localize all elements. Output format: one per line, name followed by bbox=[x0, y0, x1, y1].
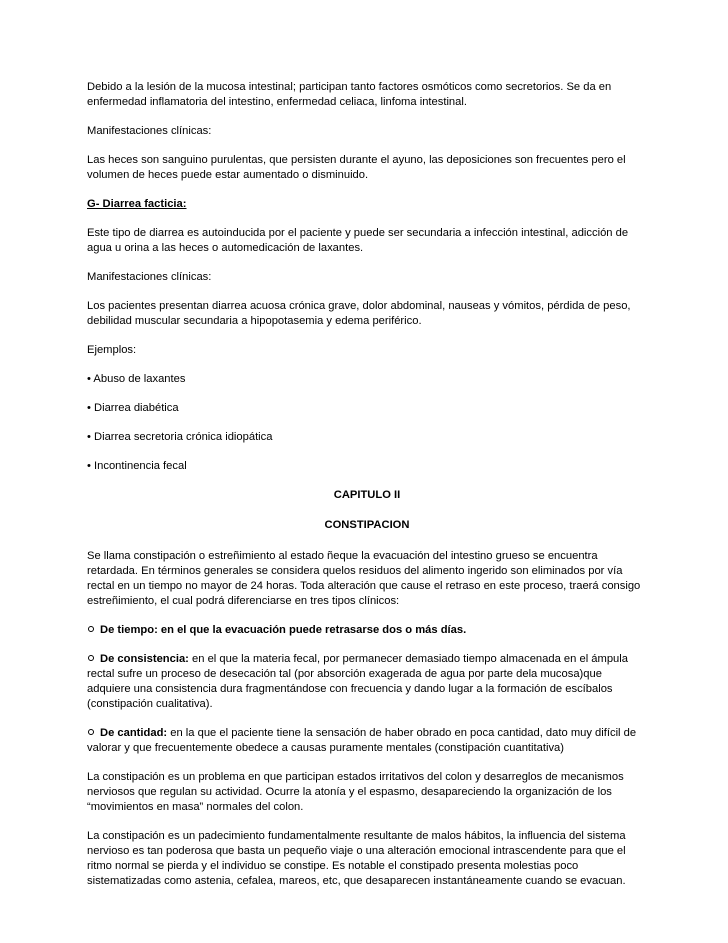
document-page bbox=[87, 80, 647, 903]
list-item-example: • Incontinencia fecal bbox=[87, 460, 187, 472]
paragraph-mucosal-lesion: Debido a la lesión de la mucosa intestinal; participan tanto factores osmóticos como secretorios. Se da en enfermedad inflamatoria del intestino, enfermedad celiaca, linfoma intestinal. bbox=[87, 81, 612, 108]
paragraph-factitious-description: Este tipo de diarrea es autoinducida por el paciente y puede ser secundaria a infección intestinal, adicción de agua u orina a las heces o automedicación de laxantes. bbox=[87, 227, 629, 254]
circle-bullet-icon bbox=[88, 626, 94, 632]
type-term: De consistencia: bbox=[100, 653, 189, 665]
paragraph-clinical-manifestations-label-2: Manifestaciones clínicas: bbox=[87, 271, 212, 283]
chapter-title: CONSTIPACION bbox=[324, 519, 410, 531]
heading-factitious-diarrhea: G- Diarrea facticia: bbox=[87, 198, 187, 210]
paragraph-clinical-manifestations-label: Manifestaciones clínicas: bbox=[87, 125, 212, 137]
list-item-type-quantity bbox=[87, 726, 647, 756]
type-term: De cantidad: bbox=[100, 727, 168, 739]
list-item-example: • Abuso de laxantes bbox=[87, 373, 186, 385]
paragraph-patient-symptoms: Los pacientes presentan diarrea acuosa crónica grave, dolor abdominal, nauseas y vómitos, pérdida de peso, debilidad muscular secundaria a hipopotasemia y edema periférico. bbox=[87, 300, 631, 327]
circle-bullet-icon bbox=[88, 655, 94, 661]
circle-bullet-icon bbox=[88, 729, 94, 735]
list-item-type-consistency bbox=[87, 652, 647, 712]
chapter-number: CAPITULO II bbox=[333, 489, 401, 501]
type-term: De tiempo: en el que la evacuación puede retrasarse dos o más días. bbox=[100, 624, 467, 636]
paragraph-constipation-intro: Se llama constipación o estreñimiento al estado ñeque la evacuación del intestino grueso se encuentra retardada. En términos generales se considera quelos residuos del alimento ingerido son eliminados por vía rectal en un tiempo no mayor de 24 horas. Toda alteración que cause el retraso en este proceso, traerá consigo estreñimiento, el cual podrá diferenciarse en tres tipos clínicos: bbox=[87, 550, 641, 607]
list-item-example: • Diarrea secretoria crónica idiopática bbox=[87, 431, 273, 443]
paragraph-stool-description: Las heces son sanguino purulentas, que persisten durante el ayuno, las deposiciones son frecuentes pero el volumen de heces puede estar aumentado o disminuido. bbox=[87, 154, 626, 181]
type-description: en el que la materia fecal, por permanecer demasiado tiempo almacenada en el ámpula rectal sufre un proceso de desecación tal (por absorción exagerada de agua por parte dela mucosa)que adquiere una consistencia dura fragmentándose con frecuencia y dando lugar a la formación de escíbalos (constipación cualitativa). bbox=[87, 653, 628, 710]
paragraph-constipation-mechanisms: La constipación es un problema en que participan estados irritativos del colon y desarreglos de mecanismos nerviosos que regulan su actividad. Ocurre la atonía y el espasmo, desapareciendo la organización de los “movimientos en masa” normales del colon. bbox=[87, 771, 624, 813]
list-item-type-time bbox=[87, 623, 647, 638]
list-item-example: • Diarrea diabética bbox=[87, 402, 179, 414]
paragraph-constipation-habits: La constipación es un padecimiento fundamentalmente resultante de malos hábitos, la influencia del sistema nervioso es tan poderosa que basta un pequeño viaje o una alteración emocional intrascendente para que el ritmo normal se pierda y el individuo se constipe. Es notable el constipado presenta molestias poco sistematizadas como astenia, cefalea, mareos, etc, que desaparecen instantáneamente cuando se evacuan. bbox=[87, 830, 626, 887]
paragraph-examples-label: Ejemplos: bbox=[87, 344, 137, 356]
type-description: en la que el paciente tiene la sensación de haber obrado en poca cantidad, dato muy difícil de valorar y que frecuentemente obedece a causas puramente mentales (constipación cuantitativa) bbox=[87, 727, 637, 754]
